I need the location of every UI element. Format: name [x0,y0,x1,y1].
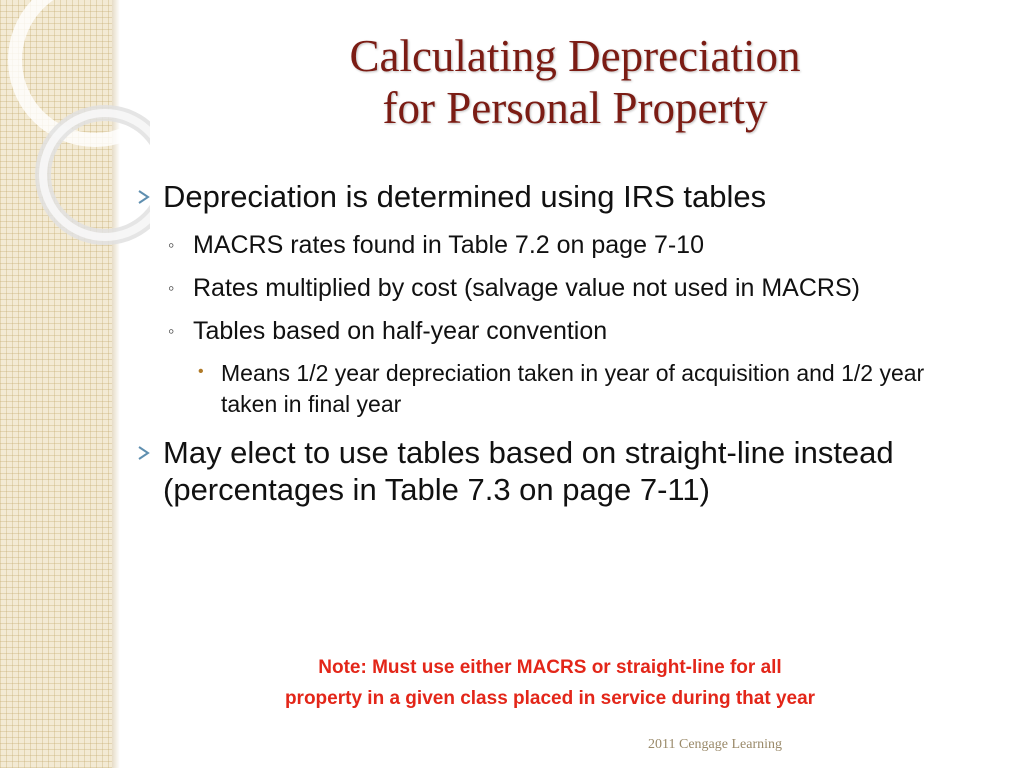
bullet-text: Depreciation is determined using IRS tables [163,179,767,214]
circle-bullet-icon: ◦ [168,235,175,255]
note-line-2: property in a given class placed in service during that year [284,688,816,709]
bullet-item [130,229,970,262]
circle-bullet-icon: ◦ [168,278,175,298]
bullet-text: Tables based on half-year convention [193,317,608,345]
arrow-bullet-icon [136,178,152,205]
title-line-2: for Personal Property [382,83,768,133]
bullet-text: Means 1/2 year depreciation taken in year of acquisition and 1/2 year taken in final year [221,360,925,417]
bullet-text: MACRS rates found in Table 7.2 on page 7-10 [193,231,704,259]
footer-credit: 2011 Cengage Learning [648,737,782,752]
dot-bullet-icon: • [198,363,204,380]
bullet-text: May elect to use tables based on straight-line instead (percentages in Table 7.3 on page 7-11) [163,435,894,507]
title-line-1: Calculating Depreciation [349,31,801,81]
note-line-1: Note: Must use either MACRS or straight-line for all [318,657,782,678]
note-text [150,652,950,714]
bullet-item [130,315,970,348]
bullet-item [130,272,970,305]
decorative-circles-icon [0,0,150,300]
bullet-text: Rates multiplied by cost (salvage value not used in MACRS) [193,274,860,302]
bullet-item [130,358,970,420]
bullet-item [130,178,970,215]
slide-title [150,30,1000,134]
bullet-item [130,434,970,508]
bullet-list [130,178,970,522]
circle-bullet-icon: ◦ [168,321,175,341]
arrow-bullet-icon [136,434,152,461]
